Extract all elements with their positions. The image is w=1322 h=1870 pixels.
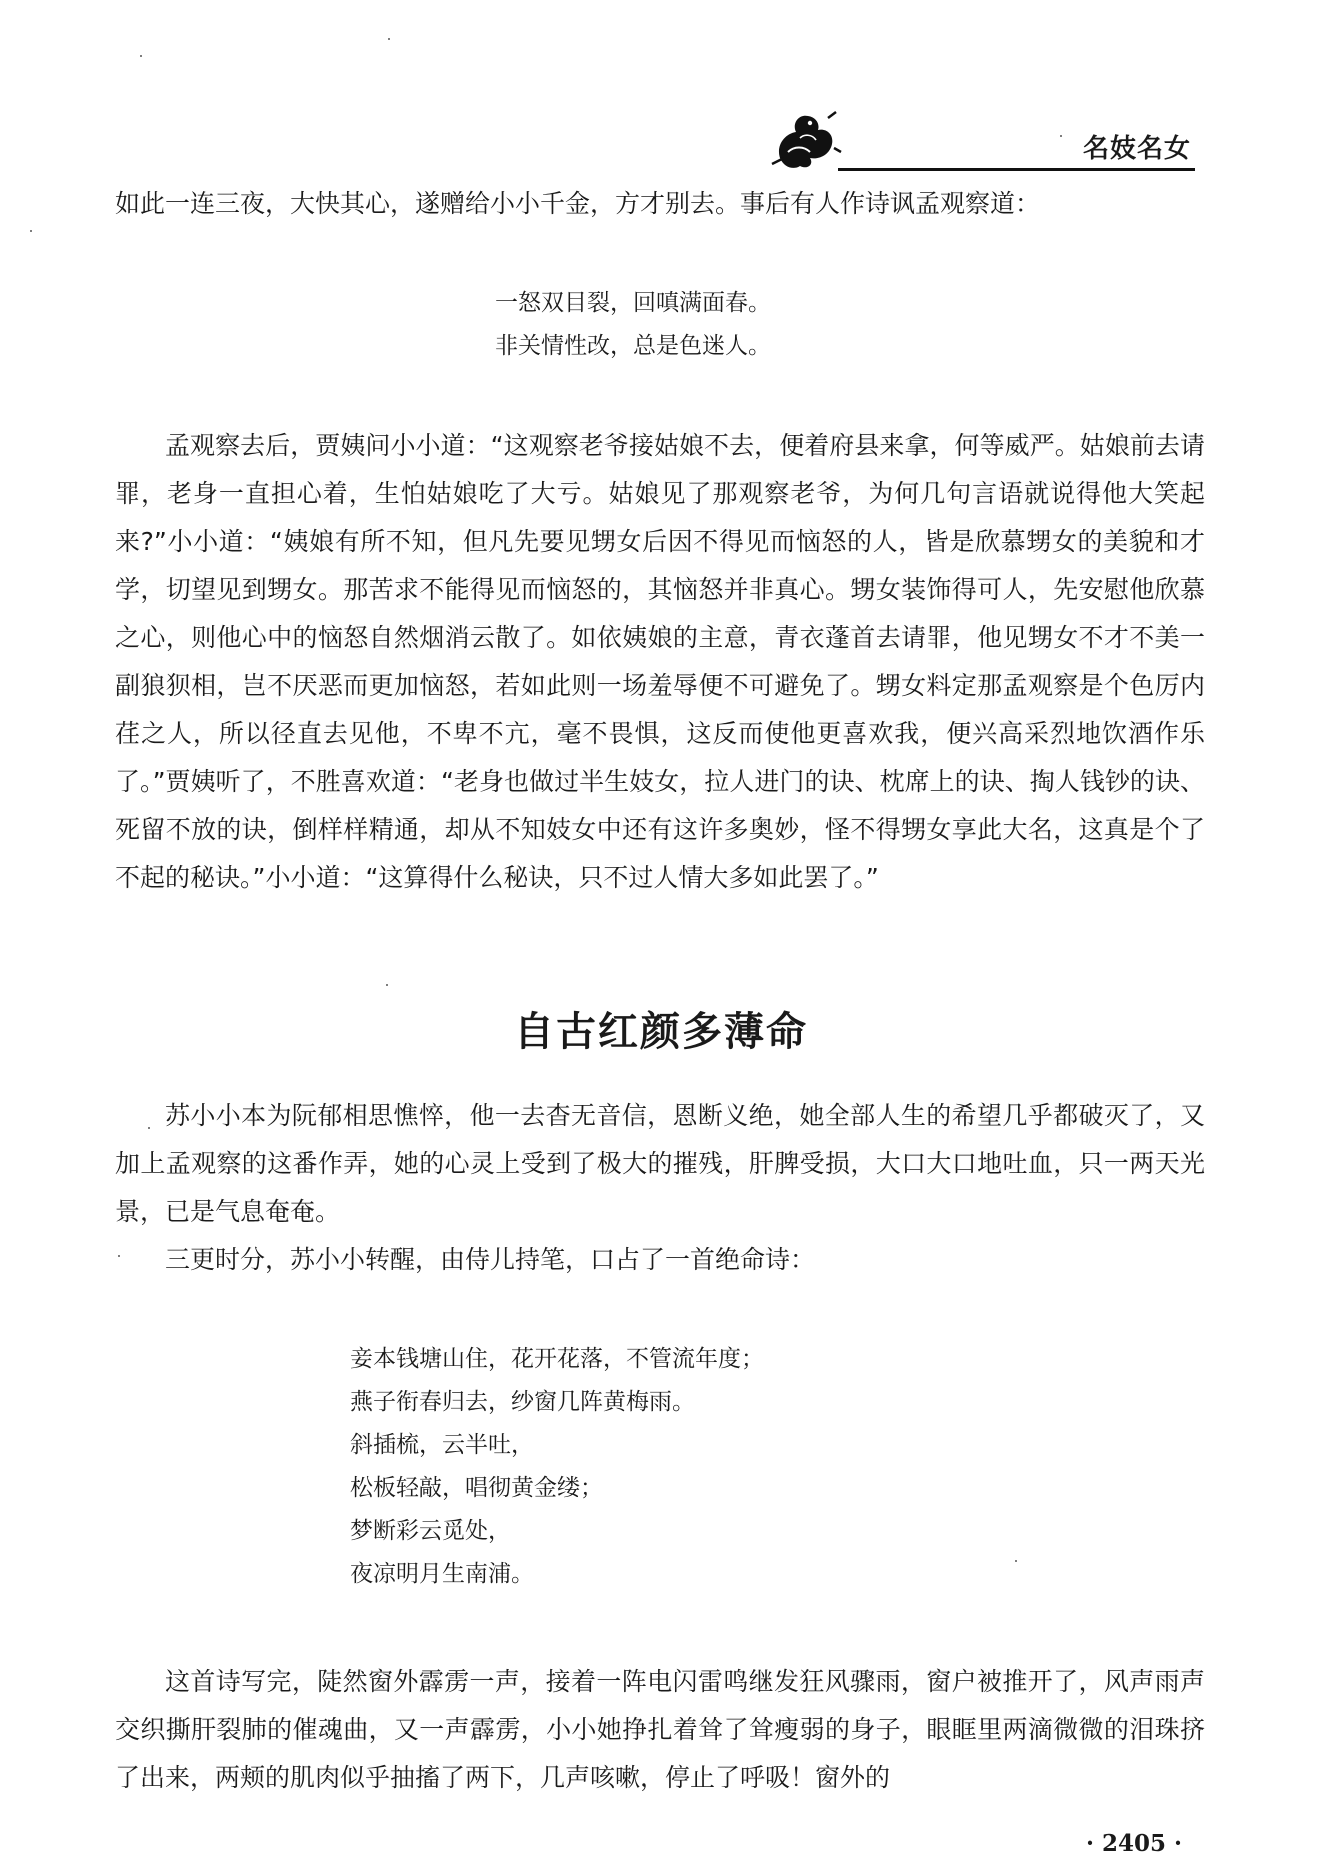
poem-line: 妾本钱塘山住，花开花落，不管流年度； [350, 1346, 764, 1372]
poem-farewell [350, 1338, 764, 1596]
chapter-title: 自古红颜多薄命 [514, 1009, 808, 1055]
scan-speck [386, 984, 388, 986]
poem-line: 梦断彩云觅处， [350, 1518, 511, 1544]
poem-satire [495, 282, 771, 368]
poem-line: 斜插梳，云半吐， [350, 1432, 534, 1458]
paragraph-3: 苏小小本为阮郁相思憔悴，他一去杳无音信，恩断义绝，她全部人生的希望几乎都破灭了，又加上孟观察的这番作弄，她的心灵上受到了极大的摧残，肝脾受损，大口大口地吐血，只一两天光景，已是气息奄奄。 [115, 1101, 1205, 1226]
scan-speck [118, 1255, 120, 1257]
paragraph-4: 三更时分，苏小小转醒，由侍儿持笔，口占了一首绝命诗： [165, 1245, 816, 1274]
poem-line: 燕子衔春归去，纱窗几阵黄梅雨。 [350, 1389, 695, 1415]
header-rule [838, 168, 1195, 171]
scan-speck [148, 1127, 150, 1129]
poem-line: 一怒双目裂，回嗔满面春。 [495, 290, 771, 316]
poem-line: 非关情性改，总是色迷人。 [495, 333, 771, 359]
scan-speck [1015, 1560, 1017, 1562]
scan-speck [30, 230, 32, 232]
page-header [770, 108, 1195, 178]
scan-speck [140, 55, 142, 57]
poem-line: 松板轻敲，唱彻黄金缕； [350, 1475, 603, 1501]
section-title: 名妓名女 [1082, 134, 1191, 164]
scan-speck [388, 38, 390, 40]
dragon-emblem-icon [770, 108, 842, 172]
paragraph-1: 如此一连三夜，大快其心，遂赠给小小千金，方才别去。事后有人作诗讽孟观察道： [115, 189, 1041, 218]
scan-speck [1060, 135, 1062, 137]
paragraph-5: 这首诗写完，陡然窗外霹雳一声，接着一阵电闪雷鸣继发狂风骤雨，窗户被推开了，风声雨声交织撕肝裂肺的催魂曲，又一声霹雳，小小她挣扎着耸了耸瘦弱的身子，眼眶里两滴微微的泪珠挤了出来，两颊的肌肉似乎抽搐了两下，几声咳嗽，停止了呼吸！窗外的 [115, 1667, 1205, 1792]
paragraph-2: 孟观察去后，贾姨问小小道：“这观察老爷接姑娘不去，便着府县来拿，何等威严。姑娘前去请罪，老身一直担心着，生怕姑娘吃了大亏。姑娘见了那观察老爷，为何几句言语就说得他大笑起来?”小小道：“姨娘有所不知，但凡先要见甥女后因不得见而恼怒的人，皆是欣慕甥女的美貌和才学，切望见到甥女。那苦求不能得见而恼怒的，其恼怒并非真心。甥女装饰得可人，先安慰他欣慕之心，则他心中的恼怒自然烟消云散了。如依姨娘的主意，青衣蓬首去请罪，他见甥女不才不美一副狼狈相，岂不厌恶而更加恼怒，若如此则一场羞辱便不可避免了。甥女料定那孟观察是个色厉内荏之人，所以径直去见他，不卑不亢，毫不畏惧，这反而使他更喜欢我，便兴高采烈地饮酒作乐了。”贾姨听了，不胜喜欢道：“老身也做过半生妓女，拉人进门的诀、枕席上的诀、掏人钱钞的诀、死留不放的诀，倒样样精通，却从不知妓女中还有这许多奥妙，怪不得甥女享此大名，这真是个了不起的秘诀。”小小道：“这算得什么秘诀，只不过人情大多如此罢了。” [115, 431, 1205, 892]
poem-line: 夜凉明月生南浦。 [350, 1561, 534, 1587]
page-number: · 2405 · [1085, 1830, 1182, 1857]
